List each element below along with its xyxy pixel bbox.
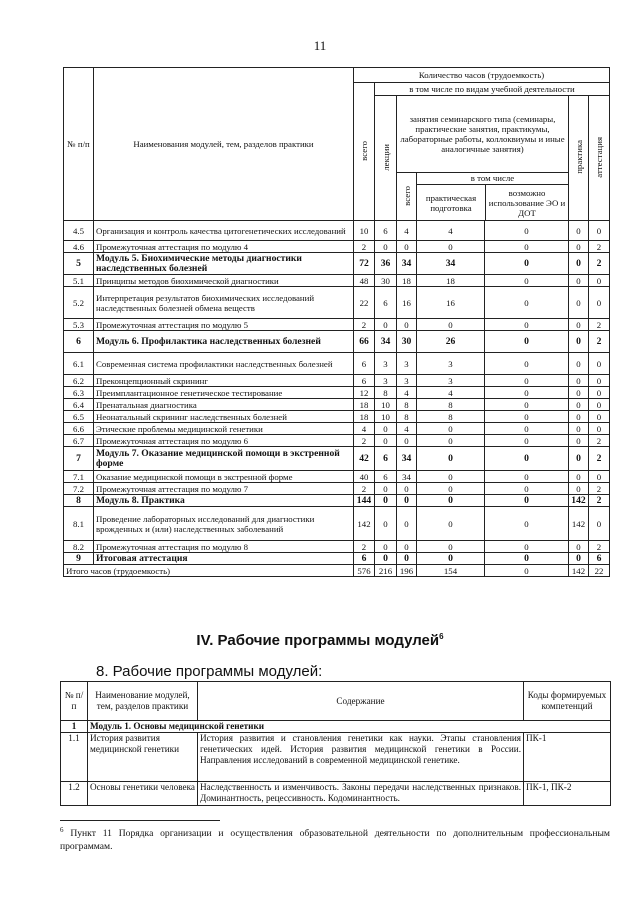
row-name: Модуль 8. Практика	[94, 495, 354, 507]
t2-row-num: 1.1	[61, 733, 88, 782]
footnote-separator	[60, 820, 220, 821]
row-num: 8.2	[64, 541, 94, 553]
row-lectures: 34	[375, 331, 397, 353]
row-eo: 0	[485, 253, 569, 275]
row-practice: 0	[569, 253, 589, 275]
row-practice: 0	[569, 399, 589, 411]
row-practical: 0	[417, 423, 485, 435]
row-name: Современная система профилактики наследственных болезней	[94, 353, 354, 375]
row-lectures: 8	[375, 387, 397, 399]
row-attestation: 2	[589, 435, 610, 447]
row-total: 142	[354, 507, 375, 541]
row-lectures: 6	[375, 287, 397, 319]
row-practical: 34	[417, 253, 485, 275]
row-total: 18	[354, 399, 375, 411]
row-seminar: 4	[397, 423, 417, 435]
t2-row-codes: ПК-1	[524, 733, 611, 782]
row-num: 5.2	[64, 287, 94, 319]
row-seminar: 0	[397, 507, 417, 541]
row-practice: 0	[569, 483, 589, 495]
row-num: 9	[64, 553, 94, 565]
row-practical: 0	[417, 319, 485, 331]
row-eo: 0	[485, 423, 569, 435]
row-lectures: 0	[375, 423, 397, 435]
row-practical: 0	[417, 541, 485, 553]
row-attestation: 2	[589, 495, 610, 507]
table-row	[64, 331, 610, 353]
row-practice: 0	[569, 353, 589, 375]
row-name: Промежуточная аттестация по модулю 8	[94, 541, 354, 553]
row-total: 72	[354, 253, 375, 275]
row-attestation: 0	[589, 507, 610, 541]
row-practice: 0	[569, 423, 589, 435]
row-eo: 0	[485, 471, 569, 483]
row-practice: 0	[569, 287, 589, 319]
row-attestation: 0	[589, 399, 610, 411]
row-name: Неонатальный скрининг наследственных болезней	[94, 411, 354, 423]
table-row	[64, 447, 610, 471]
row-practice: 0	[569, 541, 589, 553]
row-name: Модуль 6. Профилактика наследственных болезней	[94, 331, 354, 353]
row-total: 2	[354, 541, 375, 553]
row-lectures: 0	[375, 435, 397, 447]
row-attestation: 2	[589, 319, 610, 331]
row-eo: 0	[485, 353, 569, 375]
row-practical: 26	[417, 331, 485, 353]
table-row	[64, 253, 610, 275]
by-type-header: в том числе по видам учебной деятельности	[375, 83, 610, 96]
total-row-label: Итого часов (трудоемкость)	[64, 565, 354, 577]
row-total: 144	[354, 495, 375, 507]
t2-codes-header: Коды формируемых компетенций	[524, 682, 611, 721]
row-total: 48	[354, 275, 375, 287]
row-practice: 0	[569, 241, 589, 253]
row-num: 5.3	[64, 319, 94, 331]
t2-row-name: Основы генетики человека	[88, 782, 198, 806]
table-row	[64, 507, 610, 541]
t2-row-num: 1.2	[61, 782, 88, 806]
table-row	[64, 541, 610, 553]
subheading: 8. Рабочие программы модулей:	[96, 663, 323, 680]
row-num: 4.6	[64, 241, 94, 253]
row-num: 5	[64, 253, 94, 275]
row-total: 42	[354, 447, 375, 471]
col-total-header: всего	[354, 83, 375, 221]
row-eo: 0	[485, 435, 569, 447]
row-total: 22	[354, 287, 375, 319]
row-seminar: 0	[397, 319, 417, 331]
t2-row-content: Наследственность и изменчивость. Законы передачи наследственных признаков. Доминантность, рецессивность. Кодоминантность.	[198, 782, 524, 806]
row-seminar: 0	[397, 541, 417, 553]
row-num: 6.4	[64, 399, 94, 411]
row-num: 6.6	[64, 423, 94, 435]
page-number: 11	[313, 38, 327, 53]
row-total: 2	[354, 435, 375, 447]
row-attestation: 2	[589, 253, 610, 275]
row-practice: 0	[569, 275, 589, 287]
row-practice: 142	[569, 495, 589, 507]
row-seminar: 34	[397, 471, 417, 483]
t2-num-header: № п/п	[61, 682, 88, 721]
row-practical: 0	[417, 507, 485, 541]
row-seminar: 0	[397, 553, 417, 565]
row-practice: 0	[569, 553, 589, 565]
row-lectures: 10	[375, 399, 397, 411]
row-eo: 0	[485, 495, 569, 507]
row-seminar: 34	[397, 447, 417, 471]
row-total: 18	[354, 411, 375, 423]
row-attestation: 0	[589, 471, 610, 483]
row-total: 12	[354, 387, 375, 399]
row-eo: 0	[485, 275, 569, 287]
row-lectures: 0	[375, 241, 397, 253]
row-practical: 3	[417, 375, 485, 387]
row-lectures: 6	[375, 471, 397, 483]
table-row	[64, 375, 610, 387]
row-num: 7.1	[64, 471, 94, 483]
module-num: 1	[61, 721, 88, 733]
row-seminar: 0	[397, 495, 417, 507]
row-practical: 3	[417, 353, 485, 375]
t2-row-codes: ПК-1, ПК-2	[524, 782, 611, 806]
col-name-header: Наименования модулей, тем, разделов практики	[94, 68, 354, 221]
seminar-header: занятия семинарского типа (семинары, практические занятия, практикумы, лабораторные работы, коллоквиумы и иные аналогичные занятия)	[397, 96, 569, 173]
total-prac: 154	[417, 565, 485, 577]
row-seminar: 0	[397, 483, 417, 495]
footnote: $^6$ Пункт 11 Порядка организации и осуществления образовательной деятельности по дополнительным профессиональным программам.	[60, 826, 610, 853]
row-name: Промежуточная аттестация по модулю 6	[94, 435, 354, 447]
row-attestation: 2	[589, 241, 610, 253]
row-name: Промежуточная аттестация по модулю 5	[94, 319, 354, 331]
table-row	[64, 387, 610, 399]
row-seminar: 4	[397, 221, 417, 241]
row-attestation: 0	[589, 387, 610, 399]
row-practice: 142	[569, 507, 589, 541]
row-attestation: 0	[589, 411, 610, 423]
row-practice: 0	[569, 471, 589, 483]
row-practical: 0	[417, 435, 485, 447]
total-lect: 216	[375, 565, 397, 577]
table-row	[64, 495, 610, 507]
row-practical: 0	[417, 241, 485, 253]
row-practice: 0	[569, 447, 589, 471]
row-practical: 4	[417, 387, 485, 399]
total-practice: 142	[569, 565, 589, 577]
total-sem: 196	[397, 565, 417, 577]
row-name: Оказание медицинской помощи в экстренной форме	[94, 471, 354, 483]
row-practice: 0	[569, 221, 589, 241]
total-eo: 0	[485, 565, 569, 577]
row-attestation: 2	[589, 483, 610, 495]
row-seminar: 3	[397, 375, 417, 387]
table-row	[64, 241, 610, 253]
row-practice: 0	[569, 387, 589, 399]
total-row	[64, 565, 610, 577]
table-row	[64, 275, 610, 287]
row-eo: 0	[485, 447, 569, 471]
row-eo: 0	[485, 221, 569, 241]
row-attestation: 2	[589, 331, 610, 353]
row-eo: 0	[485, 399, 569, 411]
row-practical: 0	[417, 471, 485, 483]
row-practical: 0	[417, 483, 485, 495]
row-seminar: 18	[397, 275, 417, 287]
row-eo: 0	[485, 541, 569, 553]
row-seminar: 8	[397, 411, 417, 423]
row-num: 5.1	[64, 275, 94, 287]
table-row	[64, 319, 610, 331]
row-lectures: 3	[375, 353, 397, 375]
t2-content-header: Содержание	[198, 682, 524, 721]
row-total: 2	[354, 241, 375, 253]
row-attestation: 0	[589, 423, 610, 435]
row-lectures: 10	[375, 411, 397, 423]
row-seminar: 8	[397, 399, 417, 411]
row-eo: 0	[485, 241, 569, 253]
table-row	[64, 399, 610, 411]
row-practice: 0	[569, 435, 589, 447]
row-lectures: 3	[375, 375, 397, 387]
row-name: Принципы методов биохимической диагностики	[94, 275, 354, 287]
row-num: 6.5	[64, 411, 94, 423]
row-lectures: 36	[375, 253, 397, 275]
row-practice: 0	[569, 331, 589, 353]
row-total: 4	[354, 423, 375, 435]
row-total: 66	[354, 331, 375, 353]
row-practical: 8	[417, 411, 485, 423]
row-lectures: 0	[375, 319, 397, 331]
row-lectures: 6	[375, 447, 397, 471]
section-heading: IV. Рабочие программы модулей$^6$	[196, 632, 444, 649]
incl-header	[417, 173, 569, 221]
row-name: Промежуточная аттестация по модулю 4	[94, 241, 354, 253]
row-eo: 0	[485, 331, 569, 353]
row-num: 8.1	[64, 507, 94, 541]
col-num-header: № п/п	[64, 68, 94, 221]
row-name: Проведение лабораторных исследований для диагностики врожденных и (или) наследственных заболеваний	[94, 507, 354, 541]
row-num: 6.3	[64, 387, 94, 399]
row-total: 6	[354, 353, 375, 375]
row-name: Преконцепционный скрининг	[94, 375, 354, 387]
row-name: Промежуточная аттестация по модулю 7	[94, 483, 354, 495]
row-name: Модуль 5. Биохимические методы диагностики наследственных болезней	[94, 253, 354, 275]
row-attestation: 2	[589, 541, 610, 553]
table-row	[64, 435, 610, 447]
row-total: 10	[354, 221, 375, 241]
programs-table	[60, 681, 611, 806]
row-attestation: 0	[589, 287, 610, 319]
row-total: 2	[354, 483, 375, 495]
row-attestation: 2	[589, 447, 610, 471]
row-total: 40	[354, 471, 375, 483]
row-seminar: 4	[397, 387, 417, 399]
row-attestation: 0	[589, 275, 610, 287]
row-seminar: 16	[397, 287, 417, 319]
row-eo: 0	[485, 287, 569, 319]
table-row	[64, 553, 610, 565]
row-name: Преимплантационное генетическое тестирование	[94, 387, 354, 399]
row-lectures: 0	[375, 541, 397, 553]
row-practical: 0	[417, 447, 485, 471]
row-eo: 0	[485, 507, 569, 541]
row-num: 6.7	[64, 435, 94, 447]
row-seminar: 3	[397, 353, 417, 375]
table-row	[64, 287, 610, 319]
row-num: 7	[64, 447, 94, 471]
row-name: Итоговая аттестация	[94, 553, 354, 565]
table-row	[64, 483, 610, 495]
row-num: 8	[64, 495, 94, 507]
table-row	[64, 411, 610, 423]
row-lectures: 0	[375, 507, 397, 541]
module-title: Модуль 1. Основы медицинской генетики	[88, 721, 611, 733]
total-total: 576	[354, 565, 375, 577]
row-practical: 18	[417, 275, 485, 287]
row-eo: 0	[485, 375, 569, 387]
row-lectures: 0	[375, 483, 397, 495]
row-lectures: 30	[375, 275, 397, 287]
row-lectures: 6	[375, 221, 397, 241]
row-practical: 0	[417, 495, 485, 507]
col-practice-header: практика	[569, 96, 589, 221]
row-name: Этические проблемы медицинской генетики	[94, 423, 354, 435]
row-practice: 0	[569, 319, 589, 331]
table-row	[64, 471, 610, 483]
t2-row-name: История развития медицинской генетики	[88, 733, 198, 782]
col-seminar-total-header: всего	[397, 173, 417, 221]
total-att: 22	[589, 565, 610, 577]
row-eo: 0	[485, 411, 569, 423]
row-lectures: 0	[375, 553, 397, 565]
t2-name-header: Наименование модулей, тем, разделов практики	[88, 682, 198, 721]
col-lectures-header: лекции	[375, 96, 397, 221]
row-attestation: 0	[589, 375, 610, 387]
row-num: 6.2	[64, 375, 94, 387]
t2-row-content: История развития и становления генетики как науки. Этапы становления генетических идей. История развития медицинской генетики в России. Направления исследований в современной медицинской генетике.	[198, 733, 524, 782]
col-attestation-header: аттестация	[589, 96, 610, 221]
row-seminar: 0	[397, 435, 417, 447]
row-num: 6.1	[64, 353, 94, 375]
row-eo: 0	[485, 553, 569, 565]
row-practical: 8	[417, 399, 485, 411]
row-lectures: 0	[375, 495, 397, 507]
row-seminar: 34	[397, 253, 417, 275]
table-row	[64, 353, 610, 375]
hours-table	[63, 67, 610, 577]
row-practice: 0	[569, 411, 589, 423]
row-name: Модуль 7. Оказание медицинской помощи в экстренной форме	[94, 447, 354, 471]
row-total: 6	[354, 375, 375, 387]
row-attestation: 0	[589, 221, 610, 241]
row-seminar: 0	[397, 241, 417, 253]
row-seminar: 30	[397, 331, 417, 353]
row-name: Пренатальная диагностика	[94, 399, 354, 411]
row-practical: 4	[417, 221, 485, 241]
row-num: 6	[64, 331, 94, 353]
row-total: 2	[354, 319, 375, 331]
incl-label: в том числе	[417, 173, 568, 185]
row-eo: 0	[485, 387, 569, 399]
row-attestation: 6	[589, 553, 610, 565]
table-row	[64, 221, 610, 241]
row-total: 6	[354, 553, 375, 565]
col-practical-header: практическая подготовка	[417, 185, 486, 220]
col-eo-header: возможно использование ЭО и ДОТ	[488, 187, 566, 218]
table-row	[64, 423, 610, 435]
row-num: 4.5	[64, 221, 94, 241]
row-name: Организация и контроль качества цитогенетических исследований	[94, 221, 354, 241]
row-practical: 16	[417, 287, 485, 319]
row-eo: 0	[485, 319, 569, 331]
row-eo: 0	[485, 483, 569, 495]
row-attestation: 0	[589, 353, 610, 375]
row-practical: 0	[417, 553, 485, 565]
hours-header: Количество часов (трудоемкость)	[354, 68, 610, 83]
row-name: Интерпретация результатов биохимических исследований наследственных болезней обмена веществ	[94, 287, 354, 319]
row-num: 7.2	[64, 483, 94, 495]
row-practice: 0	[569, 375, 589, 387]
